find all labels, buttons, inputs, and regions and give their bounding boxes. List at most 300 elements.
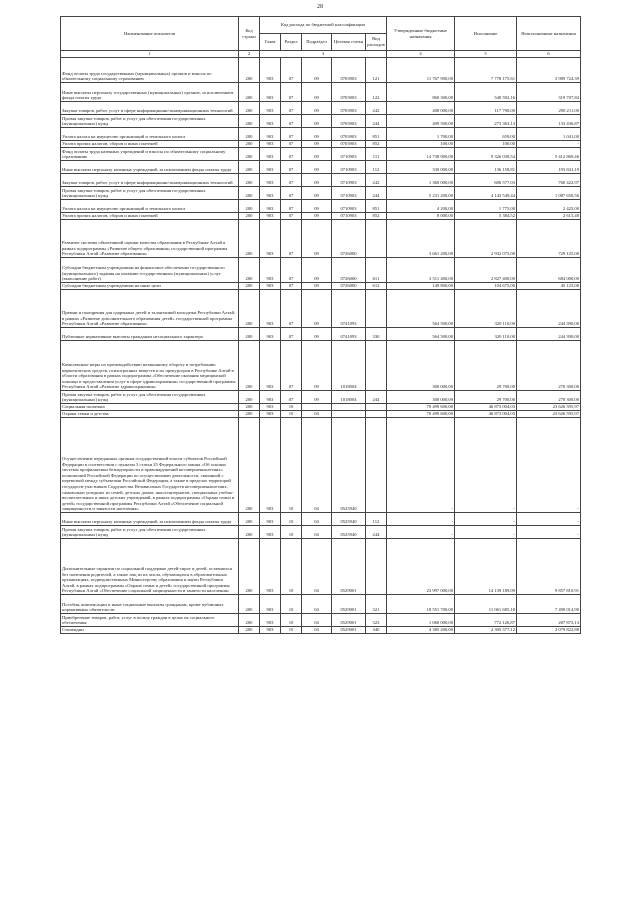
- cell-line-code: 200: [239, 200, 260, 213]
- cell-section: 10: [281, 404, 302, 411]
- table-body: [61, 58, 581, 634]
- cell-section: 10: [281, 539, 302, 595]
- cell-approved: -: [387, 526, 455, 539]
- cell-unexecuted: 23 626 595,97: [517, 411, 581, 418]
- cell-unexecuted: 244 390,00: [517, 290, 581, 328]
- cell-approved: 409 500,00: [387, 115, 455, 128]
- cell-name: Иные выплаты персоналу государственных (муниципальных) органов, за исключением фонда оплаты труда: [61, 83, 239, 102]
- cell-unexecuted: 2 615,48: [517, 213, 581, 220]
- cell-executed: 29 700,00: [455, 391, 517, 404]
- cell-target-item: 0529001: [332, 595, 366, 614]
- cell-executed: 1 775,00: [455, 200, 517, 213]
- cell-subsection: 09: [302, 148, 332, 161]
- cell-chapter: 903: [260, 614, 281, 627]
- table-row: [61, 213, 581, 220]
- cell-approved: 4 200,00: [387, 200, 455, 213]
- cell-subsection: 09: [302, 187, 332, 200]
- cell-executed: 117 790,00: [455, 102, 517, 115]
- cell-target-item: [332, 411, 366, 418]
- cell-unexecuted: 2 425,00: [517, 200, 581, 213]
- cell-chapter: 903: [260, 328, 281, 341]
- cell-name: Субсидии бюджетным учреждениям на иные цели: [61, 283, 239, 290]
- cell-executed: 540 592,16: [455, 83, 517, 102]
- cell-line-code: 200: [239, 595, 260, 614]
- cell-unexecuted: 2 079 822,88: [517, 627, 581, 634]
- table-row: [61, 328, 581, 341]
- cell-subsection: 09: [302, 328, 332, 341]
- cell-executed: 100,00: [455, 141, 517, 148]
- cell-subsection: 09: [302, 220, 332, 258]
- cell-approved: 4 385 200,00: [387, 627, 455, 634]
- cell-chapter: 903: [260, 283, 281, 290]
- cell-name: Премии и поощрения для одаренных детей и талантливой молодежи Республики Алтай, в рамках «Развитие дополнительного образования детей» государственной программы Республики Алтай «Развитие образования»: [61, 290, 239, 328]
- cell-executed: -: [455, 526, 517, 539]
- cell-line-code: 200: [239, 102, 260, 115]
- cell-subsection: 09: [302, 200, 332, 213]
- table-row: [61, 220, 581, 258]
- cell-unexecuted: -: [517, 141, 581, 148]
- cell-name: Уплата налога на имущество организаций и земельного налога: [61, 200, 239, 213]
- cell-unexecuted: 7 490 014,90: [517, 595, 581, 614]
- table-row: [61, 513, 581, 526]
- cell-target-item: 0726000: [332, 283, 366, 290]
- cell-line-code: 200: [239, 341, 260, 391]
- cell-chapter: 903: [260, 200, 281, 213]
- cell-approved: 70 499 600,00: [387, 404, 455, 411]
- cell-name: Фонд оплаты труда государственных (муниципальных) органов и взносы по обязательному социальному страхованию: [61, 58, 239, 83]
- cell-section: 07: [281, 174, 302, 187]
- cell-name: Прочая закупка товаров, работ и услуг для обеспечения государственных (муниципальных) нужд: [61, 391, 239, 404]
- cell-unexecuted: 290 211,00: [517, 102, 581, 115]
- cell-unexecuted: 1 087 650,56: [517, 187, 581, 200]
- cell-subsection: 04: [302, 627, 332, 634]
- cell-chapter: 903: [260, 391, 281, 404]
- cell-subsection: 09: [302, 128, 332, 141]
- cell-section: 10: [281, 411, 302, 418]
- table-row: [61, 539, 581, 595]
- cell-executed: 9 326 030,54: [455, 148, 517, 161]
- cell-subsection: 04: [302, 513, 332, 526]
- cell-subsection: 09: [302, 102, 332, 115]
- cell-target-item: 0525940: [332, 513, 366, 526]
- cell-name: Социальная политика: [61, 404, 239, 411]
- cell-section: 07: [281, 115, 302, 128]
- cell-unexecuted: 3 989 724,39: [517, 58, 581, 83]
- table-row: [61, 341, 581, 391]
- cell-unexecuted: 270 300,00: [517, 341, 581, 391]
- cell-subsection: 04: [302, 614, 332, 627]
- cell-section: 07: [281, 200, 302, 213]
- cell-executed: 11 061 685,10: [455, 595, 517, 614]
- cell-approved: 564 500,00: [387, 328, 455, 341]
- cell-unexecuted: 23 626 595,97: [517, 404, 581, 411]
- cell-target-item: 0710903: [332, 174, 366, 187]
- cell-target-item: 0525940: [332, 526, 366, 539]
- cell-expense-type: [366, 220, 387, 258]
- cell-executed: 46 873 004,03: [455, 411, 517, 418]
- cell-section: 10: [281, 513, 302, 526]
- cell-unexecuted: 760 422,97: [517, 174, 581, 187]
- table-row: [61, 161, 581, 174]
- cell-line-code: 200: [239, 513, 260, 526]
- table-row: [61, 627, 581, 634]
- cell-section: 10: [281, 595, 302, 614]
- cell-name: Прочая закупка товаров, работ и услуг для обеспечения государственных (муниципальных) нужд: [61, 526, 239, 539]
- cell-chapter: 903: [260, 148, 281, 161]
- cell-section: 10: [281, 526, 302, 539]
- header-target-item: Целевая статья: [332, 34, 366, 51]
- cell-chapter: 903: [260, 595, 281, 614]
- cell-section: 07: [281, 220, 302, 258]
- cell-target-item: 0703903: [332, 83, 366, 102]
- cell-name: Закупка товаров, работ, услуг в сфере информационно-коммуникационных технологий: [61, 102, 239, 115]
- cell-section: 07: [281, 258, 302, 283]
- cell-subsection: 09: [302, 83, 332, 102]
- cell-name: Закупка товаров, работ, услуг в сфере информационно-коммуникационных технологий: [61, 174, 239, 187]
- cell-expense-type: 244: [366, 115, 387, 128]
- cell-target-item: 0710903: [332, 161, 366, 174]
- cell-section: 07: [281, 148, 302, 161]
- cell-approved: 18 551 700,00: [387, 595, 455, 614]
- cell-section: 07: [281, 341, 302, 391]
- cell-subsection: 09: [302, 161, 332, 174]
- header-expense-type: Вид расходов: [366, 34, 387, 51]
- cell-approved: 1 060 000,00: [387, 614, 455, 627]
- cell-chapter: 903: [260, 115, 281, 128]
- cell-unexecuted: 319 707,84: [517, 83, 581, 102]
- cell-expense-type: 122: [366, 83, 387, 102]
- column-number: 6: [517, 51, 581, 58]
- cell-line-code: 200: [239, 526, 260, 539]
- cell-chapter: 903: [260, 341, 281, 391]
- cell-name: Уплата налога на имущество организаций и земельного налога: [61, 128, 239, 141]
- cell-approved: 70 499 600,00: [387, 411, 455, 418]
- cell-section: 07: [281, 213, 302, 220]
- table-row: [61, 283, 581, 290]
- cell-expense-type: 851: [366, 128, 387, 141]
- cell-unexecuted: 9 857 810,91: [517, 539, 581, 595]
- cell-unexecuted: -: [517, 526, 581, 539]
- cell-chapter: 903: [260, 220, 281, 258]
- cell-subsection: 09: [302, 290, 332, 328]
- cell-executed: 7 778 175,61: [455, 58, 517, 83]
- cell-line-code: 200: [239, 83, 260, 102]
- cell-approved: 14 738 900,00: [387, 148, 455, 161]
- cell-target-item: 0703903: [332, 58, 366, 83]
- cell-chapter: 903: [260, 141, 281, 148]
- cell-subsection: 04: [302, 595, 332, 614]
- cell-section: 07: [281, 58, 302, 83]
- cell-line-code: 200: [239, 627, 260, 634]
- cell-name: Иные выплаты персоналу казенных учреждений, за исключением фонда оплаты труда: [61, 513, 239, 526]
- cell-unexecuted: 270 300,00: [517, 391, 581, 404]
- cell-approved: 100,00: [387, 141, 455, 148]
- cell-line-code: 200: [239, 161, 260, 174]
- cell-expense-type: 612: [366, 283, 387, 290]
- header-name: Наименование показателя: [61, 17, 239, 51]
- table-row: [61, 128, 581, 141]
- cell-expense-type: [366, 290, 387, 328]
- cell-executed: 4 143 549,44: [455, 187, 517, 200]
- cell-section: 10: [281, 614, 302, 627]
- cell-executed: 2 827 400,00: [455, 258, 517, 283]
- cell-approved: 3 661 200,00: [387, 220, 455, 258]
- budget-execution-table: [60, 16, 581, 634]
- cell-line-code: 200: [239, 411, 260, 418]
- cell-target-item: 0710903: [332, 187, 366, 200]
- cell-name: Субсидии бюджетным учреждениям на финансовое обеспечение государственного (муниципального) задания на оказание государственных (муниципальных) услуг (выполнение работ): [61, 258, 239, 283]
- cell-line-code: 200: [239, 614, 260, 627]
- cell-subsection: 09: [302, 283, 332, 290]
- cell-name: Осуществление переданных органам государственной власти субъектов Российской Федерации в соответствии с пунктом 3 статьи 25 Федерального закона «Об основах системы профилактики безнадзорности и правонарушений несовершеннолетних» полномочий Российской Федерации по осуществлению деятельности, связанной с перевозкой между субъектами Российской Федерации, а также в пределах территорий государств-участников Содружества Независимых Государств несовершеннолетних, самовольно ушедших из семей, детских домов, школ-интернатов, специальных учебно-воспитательных и иных детских учреждений, в рамках подпрограммы «Охрана семьи и детей» государственной программы Республики Алтай «Обеспечение социальной защищенности и занятости населения»: [61, 418, 239, 513]
- cell-section: 07: [281, 187, 302, 200]
- cell-target-item: 0703903: [332, 102, 366, 115]
- cell-unexecuted: 287 873,13: [517, 614, 581, 627]
- cell-name: Уплата прочих налогов, сборов и иных платежей: [61, 141, 239, 148]
- header-section: Раздел: [281, 34, 302, 51]
- cell-section: 07: [281, 128, 302, 141]
- table-row: [61, 595, 581, 614]
- cell-chapter: 903: [260, 83, 281, 102]
- header-line-code: Код строки: [239, 17, 260, 51]
- cell-name: Иные выплаты персоналу казенных учреждений, за исключением фонда оплаты труда: [61, 161, 239, 174]
- cell-chapter: 903: [260, 513, 281, 526]
- cell-expense-type: 852: [366, 141, 387, 148]
- column-numbers-row: [61, 51, 581, 58]
- cell-target-item: 0529001: [332, 539, 366, 595]
- cell-subsection: 09: [302, 391, 332, 404]
- cell-section: 07: [281, 328, 302, 341]
- table-row: [61, 258, 581, 283]
- cell-approved: 300 000,00: [387, 391, 455, 404]
- cell-subsection: 04: [302, 526, 332, 539]
- cell-target-item: [332, 404, 366, 411]
- cell-line-code: 200: [239, 128, 260, 141]
- cell-chapter: 903: [260, 526, 281, 539]
- cell-line-code: 200: [239, 418, 260, 513]
- cell-expense-type: 121: [366, 58, 387, 83]
- cell-expense-type: 244: [366, 526, 387, 539]
- table-row: [61, 148, 581, 161]
- cell-unexecuted: 244 390,00: [517, 328, 581, 341]
- table-row: [61, 614, 581, 627]
- cell-target-item: 0710903: [332, 148, 366, 161]
- cell-unexecuted: -: [517, 513, 581, 526]
- cell-executed: 2 932 075,00: [455, 220, 517, 258]
- table-row: [61, 404, 581, 411]
- cell-line-code: 200: [239, 539, 260, 595]
- page-number: 28: [317, 4, 323, 10]
- cell-section: 07: [281, 83, 302, 102]
- cell-chapter: 903: [260, 411, 281, 418]
- cell-approved: -: [387, 513, 455, 526]
- cell-section: 10: [281, 418, 302, 513]
- table-row: [61, 526, 581, 539]
- cell-expense-type: 111: [366, 148, 387, 161]
- cell-subsection: 04: [302, 411, 332, 418]
- cell-chapter: 903: [260, 418, 281, 513]
- cell-approved: 1 700,00: [387, 128, 455, 141]
- cell-executed: 659,00: [455, 128, 517, 141]
- cell-executed: 606 577,03: [455, 174, 517, 187]
- cell-expense-type: 112: [366, 161, 387, 174]
- cell-line-code: 200: [239, 391, 260, 404]
- cell-chapter: 903: [260, 258, 281, 283]
- cell-executed: 273 363,13: [455, 115, 517, 128]
- cell-line-code: 200: [239, 283, 260, 290]
- cell-chapter: 903: [260, 187, 281, 200]
- column-number: 1: [61, 51, 239, 58]
- cell-target-item: 1018004: [332, 341, 366, 391]
- cell-line-code: 200: [239, 58, 260, 83]
- cell-expense-type: 852: [366, 213, 387, 220]
- cell-target-item: 0703903: [332, 128, 366, 141]
- cell-line-code: 200: [239, 290, 260, 328]
- cell-executed: 772 126,87: [455, 614, 517, 627]
- header-chapter: Глава: [260, 34, 281, 51]
- cell-name: Пособия, компенсации и иные социальные выплаты гражданам, кроме публичных нормативных обязательств: [61, 595, 239, 614]
- cell-expense-type: 611: [366, 258, 387, 283]
- cell-target-item: 0726000: [332, 220, 366, 258]
- cell-subsection: [302, 404, 332, 411]
- cell-target-item: 0741093: [332, 290, 366, 328]
- cell-approved: 564 500,00: [387, 290, 455, 328]
- cell-expense-type: 242: [366, 102, 387, 115]
- cell-subsection: 09: [302, 341, 332, 391]
- cell-unexecuted: 133 436,87: [517, 115, 581, 128]
- cell-line-code: 200: [239, 220, 260, 258]
- table-row: [61, 174, 581, 187]
- cell-expense-type: [366, 418, 387, 513]
- cell-target-item: 1018004: [332, 391, 366, 404]
- table-row: [61, 418, 581, 513]
- cell-approved: 408 000,00: [387, 102, 455, 115]
- cell-name: Комплексные меры по противодействию незаконному обороту и потреблению наркотических средств, психотропных веществ и их прекурсоров в Республике Алтай в области образования в рамках подпрограммы «Обеспечение оказания медицинской помощи и предоставления услуг в сфере здравоохранения» государственной программы Республики Алтай «Развитие здравоохранения»: [61, 341, 239, 391]
- cell-section: 10: [281, 627, 302, 634]
- header-executed: Исполнение: [455, 17, 517, 51]
- cell-subsection: 04: [302, 539, 332, 595]
- table-row: [61, 391, 581, 404]
- cell-unexecuted: 5 412 869,46: [517, 148, 581, 161]
- cell-chapter: 903: [260, 404, 281, 411]
- cell-name: Приобретение товаров, работ, услуг в пользу граждан в целях их социального обеспечения: [61, 614, 239, 627]
- cell-chapter: 903: [260, 174, 281, 187]
- cell-expense-type: 340: [366, 627, 387, 634]
- cell-name: Охрана семьи и детства: [61, 411, 239, 418]
- cell-line-code: 200: [239, 258, 260, 283]
- cell-subsection: 09: [302, 58, 332, 83]
- cell-chapter: 903: [260, 58, 281, 83]
- cell-target-item: 0726000: [332, 258, 366, 283]
- table-row: [61, 102, 581, 115]
- table-row: [61, 115, 581, 128]
- cell-expense-type: [366, 411, 387, 418]
- cell-name: Прочая закупка товаров, работ и услуг для обеспечения государственных (муниципальных) нужд: [61, 115, 239, 128]
- cell-name: Развитие системы объективной оценки качества образования в Республике Алтай в рамках подпрограммы «Развитие общего образования» государственной программы Республики Алтай «Развитие образования»: [61, 220, 239, 258]
- cell-approved: 860 300,00: [387, 83, 455, 102]
- cell-line-code: 200: [239, 404, 260, 411]
- cell-executed: 5 384,52: [455, 213, 517, 220]
- table-row: [61, 141, 581, 148]
- column-number: 3: [260, 51, 387, 58]
- cell-executed: -: [455, 418, 517, 513]
- cell-approved: 3 511 400,00: [387, 258, 455, 283]
- cell-name: Стипендии: [61, 627, 239, 634]
- cell-unexecuted: 729 125,00: [517, 220, 581, 258]
- cell-executed: -: [455, 513, 517, 526]
- cell-expense-type: 244: [366, 187, 387, 200]
- cell-line-code: 200: [239, 187, 260, 200]
- cell-approved: 330 000,00: [387, 161, 455, 174]
- header-subsection: Подраздел: [302, 34, 332, 51]
- cell-expense-type: 244: [366, 391, 387, 404]
- cell-target-item: 0710903: [332, 200, 366, 213]
- cell-chapter: 903: [260, 290, 281, 328]
- cell-subsection: 09: [302, 141, 332, 148]
- cell-subsection: 09: [302, 174, 332, 187]
- cell-approved: 300 000,00: [387, 341, 455, 391]
- column-number: 4: [387, 51, 455, 58]
- cell-expense-type: 242: [366, 174, 387, 187]
- header-unexecuted: Неисполненные назначения: [517, 17, 581, 51]
- cell-name: Публичные нормативные выплаты гражданам несоциального характера: [61, 328, 239, 341]
- cell-section: 07: [281, 391, 302, 404]
- cell-name: Уплата прочих налогов, сборов и иных платежей: [61, 213, 239, 220]
- cell-expense-type: [366, 404, 387, 411]
- table-row: [61, 83, 581, 102]
- table-row: [61, 58, 581, 83]
- cell-name: Фонд оплаты труда казенных учреждений и взносы по обязательному социальному страхованию: [61, 148, 239, 161]
- cell-executed: 2 305 377,12: [455, 627, 517, 634]
- cell-unexecuted: 1 041,00: [517, 128, 581, 141]
- cell-chapter: 903: [260, 213, 281, 220]
- cell-executed: 320 110,00: [455, 328, 517, 341]
- cell-subsection: 09: [302, 115, 332, 128]
- cell-unexecuted: 193 841,19: [517, 161, 581, 174]
- table-row: [61, 200, 581, 213]
- cell-expense-type: 330: [366, 328, 387, 341]
- cell-section: 07: [281, 102, 302, 115]
- cell-approved: -: [387, 418, 455, 513]
- cell-expense-type: 323: [366, 614, 387, 627]
- cell-line-code: 200: [239, 174, 260, 187]
- cell-chapter: 903: [260, 627, 281, 634]
- cell-approved: 11 767 900,00: [387, 58, 455, 83]
- cell-section: 07: [281, 283, 302, 290]
- cell-executed: 320 110,00: [455, 290, 517, 328]
- cell-expense-type: 851: [366, 200, 387, 213]
- cell-executed: 46 873 004,03: [455, 404, 517, 411]
- cell-chapter: 903: [260, 128, 281, 141]
- cell-section: 07: [281, 290, 302, 328]
- cell-subsection: 09: [302, 258, 332, 283]
- cell-expense-type: [366, 341, 387, 391]
- cell-executed: 104 675,00: [455, 283, 517, 290]
- table-row: [61, 411, 581, 418]
- cell-executed: 29 700,00: [455, 341, 517, 391]
- cell-target-item: 0710903: [332, 213, 366, 220]
- cell-target-item: 0529001: [332, 614, 366, 627]
- cell-expense-type: 321: [366, 595, 387, 614]
- cell-target-item: 0703903: [332, 141, 366, 148]
- table-row: [61, 290, 581, 328]
- cell-line-code: 200: [239, 115, 260, 128]
- table-row: [61, 187, 581, 200]
- cell-chapter: 903: [260, 539, 281, 595]
- cell-executed: 136 158,81: [455, 161, 517, 174]
- cell-approved: 5 231 200,00: [387, 187, 455, 200]
- cell-line-code: 200: [239, 328, 260, 341]
